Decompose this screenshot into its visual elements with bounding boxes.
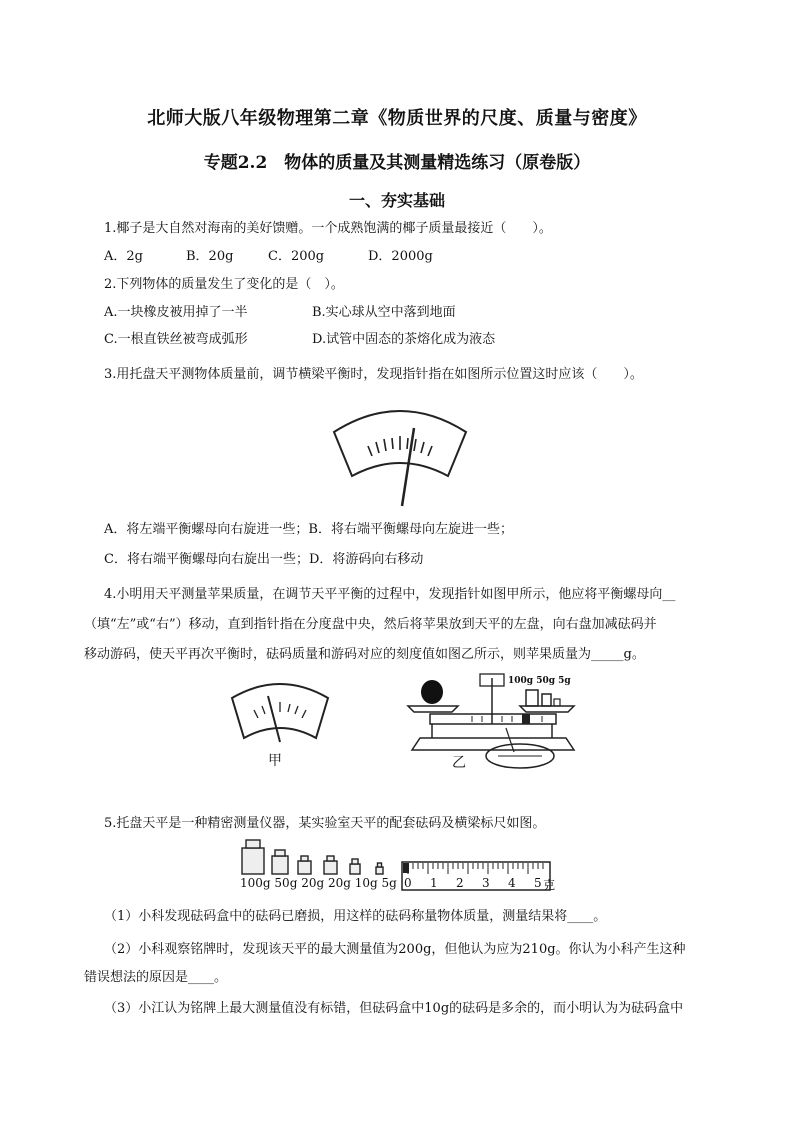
q5-scale-tick-3: 3 xyxy=(482,876,490,890)
q1-option-c: C．200g xyxy=(268,249,325,264)
q5-scale-tick-1: 1 xyxy=(430,876,438,890)
q4-line2: （填“左”或“右”）移动，直到指针指在分度盘中央，然后将苹果放到天平的左盘，向右盘加减砝码并 xyxy=(84,617,657,632)
q5-scale-tick-0: 0 xyxy=(404,876,412,890)
q1-option-b: B．20g xyxy=(186,249,234,264)
q2-option-a: A.一块橡皮被用掉了一半 xyxy=(104,305,248,320)
q3-options-line2: C．将右端平衡螺母向右旋出一些；D．将游码向右移动 xyxy=(104,552,424,567)
q5-sub2-line1: （2）小科观察铭牌时，发现该天平的最大测量值为200g，但他认为应为210g。你认为小科产生这种 xyxy=(104,942,686,957)
document-subtitle: 专题2.2 物体的质量及其测量精选练习（原卷版） xyxy=(203,153,591,173)
q4-figure-a-label: 甲 xyxy=(268,753,282,769)
q5-scale-labels xyxy=(400,876,570,892)
document-title: 北师大版八年级物理第二章《物质世界的尺度、质量与密度》 xyxy=(147,108,647,129)
q5-weight-100g: 100g xyxy=(240,876,271,890)
q1-stem: 1.椰子是大自然对海南的美好馈赠。一个成熟饱满的椰子质量最接近（ ）。 xyxy=(104,221,552,236)
q4-figure-b-weights-label: 100g 50g 5g xyxy=(508,676,571,686)
q4-line3: 移动游码，使天平再次平衡时，砝码质量和游码对应的刻度值如图乙所示，则苹果质量为_____g。 xyxy=(84,647,645,662)
q2-stem: 2.下列物体的质量发生了变化的是（ ）。 xyxy=(104,277,344,292)
q3-balance-dial-figure xyxy=(330,398,470,510)
q2-options-row2 xyxy=(104,331,495,349)
q5-sub1: （1）小科发现砝码盒中的砝码已磨损，用这样的砝码称量物体质量，测量结果将____。 xyxy=(104,909,607,924)
q4-figure-b-label: 乙 xyxy=(452,755,466,771)
q5-stem: 5.托盘天平是一种精密测量仪器，某实验室天平的配套砝码及横梁标尺如图。 xyxy=(104,816,546,831)
q5-weight-10g: 10g xyxy=(354,876,378,890)
q3-stem: 3.用托盘天平测物体质量前，调节横梁平衡时，发现指针指在如图所示位置这时应该（ ）。 xyxy=(104,367,643,382)
q5-weight-20g-b: 20g xyxy=(327,876,351,890)
q5-sub2-line2: 错误想法的原因是____。 xyxy=(84,970,228,985)
q4-figure-b-balance xyxy=(402,672,584,772)
q5-weight-5g: 5g xyxy=(381,876,397,890)
q2-option-b: B.实心球从空中落到地面 xyxy=(312,305,456,320)
q2-option-c: C.一根直铁丝被弯成弧形 xyxy=(104,332,248,347)
q2-options-row1 xyxy=(104,304,456,322)
q3-options-line1: A．将左端平衡螺母向右旋进一些；B．将右端平衡螺母向左旋进一些； xyxy=(104,522,513,537)
q5-weights-figure xyxy=(240,836,400,876)
q4-line1: 4.小明用天平测量苹果质量，在调节天平平衡的过程中，发现指针如图甲所示，他应将平衡螺母向__ xyxy=(104,587,676,602)
q5-weight-labels xyxy=(240,876,397,890)
q5-scale-tick-5: 5 xyxy=(534,876,542,890)
q5-sub3: （3）小江认为铭牌上最大测量值没有标错，但砝码盒中10g的砝码是多余的，而小明认为为砝码盒中 xyxy=(104,1001,684,1016)
q1-options xyxy=(104,248,433,266)
q5-scale-unit: 克 xyxy=(543,878,556,892)
q1-option-d: D．2000g xyxy=(368,249,433,264)
q5-scale-tick-4: 4 xyxy=(508,876,516,890)
q5-scale-tick-2: 2 xyxy=(456,876,464,890)
q5-weight-50g: 50g xyxy=(274,876,298,890)
q1-option-a: A．2g xyxy=(104,249,143,264)
q2-option-d: D.试管中固态的茶熔化成为液态 xyxy=(312,332,496,347)
q5-weight-20g-a: 20g xyxy=(301,876,325,890)
section-heading: 一、夯实基础 xyxy=(348,191,445,210)
